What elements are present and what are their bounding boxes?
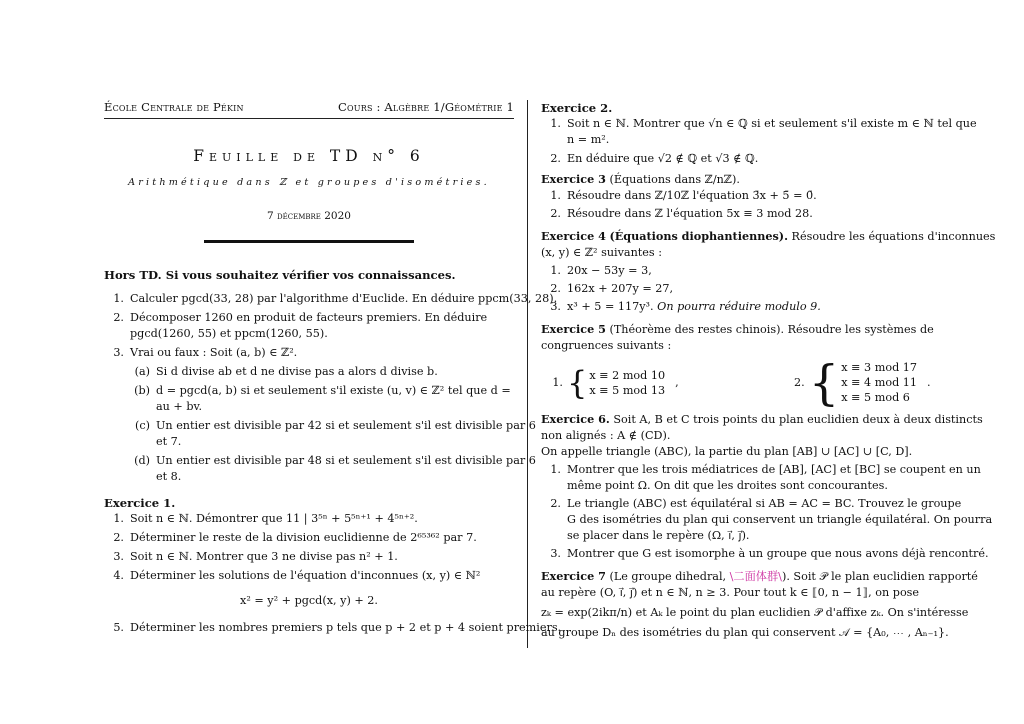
header-rule: [104, 118, 514, 119]
exercise-4-heading: Exercice 4: [541, 229, 606, 243]
equation-text: x³ + 5 = 117y³.: [567, 300, 654, 313]
exercise-7-topic: (Le groupe dihedral,: [609, 570, 727, 583]
exercise-3-heading-line: [541, 171, 957, 188]
exercise-7: [541, 568, 978, 641]
left-column: [104, 100, 562, 636]
exercise-7-text: Soit 𝒫 le plan euclidien rapporté: [789, 570, 978, 583]
item-text: Déterminer les nombres premiers p tels que p + 2 et p + 4 soient premiers.: [130, 621, 562, 634]
exercise-5: [541, 321, 957, 411]
exercise-1-heading: Exercice 1.: [104, 496, 176, 510]
item-text: [567, 496, 992, 544]
list-item: [104, 310, 514, 342]
item-number: 1.: [550, 117, 561, 130]
item-line: Soit n ∈ ℕ. Montrer que √n ∈ ℚ si et seulement s'il existe m ∈ ℕ tel que: [567, 117, 977, 130]
system-separator: ,: [675, 376, 679, 389]
item-line: Calculer pgcd(33, 28) par l'algorithme d'Euclide. En déduire ppcm(33, 28).: [130, 292, 558, 305]
sub-item-label: (b): [134, 384, 150, 397]
exercise-5-intro-line2: congruences suivants :: [541, 339, 672, 352]
sub-item: [104, 364, 514, 380]
item-text: Déterminer le reste de la division euclidienne de 2⁶⁵³⁶² par 7.: [130, 531, 477, 544]
item-number: 2.: [550, 152, 561, 165]
list-item: [104, 511, 514, 527]
item-line: n = m².: [567, 133, 610, 146]
item-number: 2.: [113, 311, 124, 324]
column-divider: [527, 100, 528, 648]
left-brace: {: [808, 354, 840, 411]
exercise-4-intro: Résoudre les équations d'inconnues: [791, 230, 996, 243]
exercise-2: [541, 100, 977, 167]
system-line: x ≡ 2 mod 10: [589, 368, 666, 382]
list-item: [104, 549, 514, 565]
item-text: Résoudre dans ℤ/10ℤ l'équation 3̄x + 5̄ = 0̄.: [567, 189, 817, 202]
item-line: G des isométries du plan qui conservent un triangle équilatéral. On pourra: [567, 513, 993, 526]
exercise-4-topic: (Équations diophantiennes).: [609, 229, 788, 243]
page-header: [104, 100, 514, 114]
exercise-5-heading-line: [541, 321, 957, 338]
item-line: Un entier est divisible par 42 si et seulement s'il est divisible par 6: [156, 419, 536, 432]
item-text: 20x − 53y = 3,: [567, 264, 652, 277]
school-name: École Centrale de Pékin: [104, 100, 244, 114]
exercise-7-cjk-term: \二面体群\: [729, 570, 782, 583]
exercise-7-line: au repère (O, i⃗, j⃗) et n ∈ ℕ, n ≥ 3. Pour tout k ∈ ⟦0, n − 1⟧, on pose: [541, 586, 920, 599]
sub-item-text: [156, 418, 536, 450]
system-line: x ≡ 4 mod 11: [841, 376, 918, 389]
item-number: 2.: [550, 207, 561, 220]
item-text: 162x + 207y = 27,: [567, 282, 674, 295]
sub-item-label: (a): [134, 365, 150, 378]
sub-item: [104, 383, 514, 415]
item-line: Montrer que les trois médiatrices de [AB], [AC] et [BC] se coupent en un: [567, 463, 981, 476]
item-number: 2.: [550, 497, 561, 510]
item-line: Le triangle (ABC) est équilatéral si AB = AC = BC. Trouvez le groupe: [567, 497, 962, 510]
item-number: 1.: [113, 512, 124, 525]
item-text: Soit n ∈ ℕ. Démontrer que 11 | 3⁵ⁿ + 5⁵ⁿ⁺¹ + 4⁵ⁿ⁺².: [130, 512, 418, 525]
item-number: 1.: [550, 264, 561, 277]
item-number: 1.: [550, 463, 561, 476]
item-line: pgcd(1260, 55) et ppcm(1260, 55).: [130, 327, 328, 340]
item-number: 3.: [550, 547, 561, 560]
list-item: [541, 263, 957, 279]
list-item: [541, 206, 957, 222]
exercise-6-intro-line: non alignés : A ∉ (CD).: [541, 429, 671, 442]
sub-item: [104, 418, 536, 450]
item-text: Résoudre dans ℤ l'équation 5x ≡ 3 mod 28.: [567, 207, 813, 220]
list-item: [541, 299, 957, 315]
list-item: [541, 496, 993, 544]
system-line: x ≡ 3 mod 17: [841, 361, 918, 374]
display-equation: x² = y² + pgcd(x, y) + 2.: [240, 594, 378, 607]
exercise-7-heading-line: [541, 568, 978, 585]
item-text: [567, 299, 821, 315]
item-line: se placer dans le repère (Ω, i⃗, j⃗).: [567, 529, 750, 542]
item-line: d = pgcd(a, b) si et seulement s'il existe (u, v) ∈ ℤ² tel que d =: [156, 384, 511, 397]
exercise-4-intro-line2: (x, y) ∈ ℤ² suivantes :: [541, 246, 662, 259]
exercise-6-heading-line: [541, 411, 983, 428]
list-item: [541, 546, 989, 562]
hors-td-heading: Hors TD. Si vous souhaitez vérifier vos connaissances.: [104, 268, 456, 282]
item-number: 3.: [113, 550, 124, 563]
hors-td-section: [104, 267, 558, 485]
exercise-3: [541, 171, 957, 222]
sub-item-label: (c): [135, 419, 150, 432]
item-text: Soit n ∈ ℕ. Montrer que 3 ne divise pas n² + 1.: [130, 550, 398, 563]
list-item: [541, 151, 957, 167]
sub-item-text: [156, 364, 514, 380]
exercise-5-topic: (Théorème des restes chinois).: [609, 323, 785, 336]
sub-item-text: [156, 453, 536, 485]
item-line: même point Ω. On dit que les droites sont concourantes.: [567, 479, 888, 492]
system-2: [841, 360, 917, 405]
exercise-3-heading: Exercice 3: [541, 172, 606, 186]
item-line: Décomposer 1260 en produit de facteurs premiers. En déduire: [130, 311, 488, 324]
list-item: [104, 620, 562, 636]
system-separator: .: [927, 376, 931, 389]
exercise-4: [541, 228, 996, 315]
exercise-7-topic-close: ).: [781, 570, 790, 583]
exercise-7-heading: Exercice 7: [541, 569, 606, 583]
item-line: au + bv.: [156, 400, 203, 413]
item-line: et 8.: [156, 470, 182, 483]
list-item: [104, 568, 514, 584]
item-line: Un entier est divisible par 48 si et seulement s'il est divisible par 6: [156, 454, 536, 467]
list-item: [541, 188, 957, 204]
exercise-5-heading: Exercice 5: [541, 322, 606, 336]
system-number: 1.: [552, 376, 563, 389]
sheet-date: 7 décembre 2020: [267, 210, 351, 222]
exercise-2-heading: Exercice 2.: [541, 101, 613, 115]
item-text: [130, 345, 514, 361]
exercise-5-intro: Résoudre les systèmes de: [787, 323, 934, 336]
right-column: [541, 100, 996, 641]
system-number: 2.: [794, 376, 805, 389]
list-item: [104, 345, 514, 361]
list-item: [541, 281, 957, 297]
exercise-7-line: au groupe Dₙ des isométries du plan qui conservent 𝒜 = {A₀, ⋯ , Aₙ₋₁}.: [541, 626, 949, 639]
exercise-4-heading-line: [541, 228, 996, 245]
item-number: 1.: [113, 292, 124, 305]
sub-item-label: (d): [134, 454, 150, 467]
item-number: 4.: [113, 569, 124, 582]
system-line: x ≡ 5 mod 6: [841, 391, 910, 404]
course-name: Cours : Algèbre 1/Géométrie 1: [338, 100, 514, 114]
list-item: [541, 116, 977, 148]
exercise-6: [541, 411, 993, 562]
item-number: 5.: [113, 621, 124, 634]
exercise-1: [104, 495, 562, 636]
item-number: 2.: [550, 282, 561, 295]
item-number: 3.: [550, 300, 561, 313]
exercise-6-intro-line: On appelle triangle (ABC), la partie du plan [AB] ∪ [AC] ∪ [C, D].: [541, 445, 913, 458]
exercise-3-topic: (Équations dans ℤ/nℤ).: [609, 173, 740, 186]
item-text: [130, 291, 557, 307]
item-text: Montrer que G est isomorphe à un groupe que nous avons déjà rencontré.: [567, 547, 989, 560]
item-line: et 7.: [156, 435, 182, 448]
left-brace: {: [567, 363, 588, 402]
exercise-7-line: zₖ = exp(2ikπ/n) et Aₖ le point du plan euclidien 𝒫 d'affixe zₖ. On s'intéresse: [541, 606, 969, 619]
exercise-6-heading: Exercice 6.: [541, 412, 610, 426]
item-text: Déterminer les solutions de l'équation d'inconnues (x, y) ∈ ℕ²: [130, 569, 481, 582]
system-line: x ≡ 5 mod 13: [589, 383, 666, 397]
sheet-title: Feuille de TD n° 6: [193, 147, 425, 165]
item-number: 2.: [113, 531, 124, 544]
list-item: [104, 291, 558, 307]
hint-text: On pourra réduire modulo 9.: [657, 300, 821, 313]
sub-item-text: [156, 383, 514, 415]
congruence-systems: [541, 354, 957, 411]
item-line: Vrai ou faux : Soit (a, b) ∈ ℤ².: [130, 346, 298, 359]
item-text: [130, 310, 514, 342]
sub-item: [104, 453, 536, 485]
sheet-subtitle: Arithmétique dans ℤ et groupes d'isométries.: [128, 177, 490, 188]
title-rule: [204, 240, 414, 243]
item-text: En déduire que √2 ∉ ℚ et √3 ∉ ℚ.: [567, 152, 759, 165]
list-item: [104, 530, 514, 546]
system-1: [589, 368, 665, 398]
item-text: [567, 116, 977, 148]
exercise-6-intro: Soit A, B et C trois points du plan euclidien deux à deux distincts: [613, 413, 983, 426]
list-item: [541, 462, 981, 494]
item-line: Si d divise ab et d ne divise pas a alors d divise b.: [156, 365, 438, 378]
item-text: [567, 462, 981, 494]
item-number: 1.: [550, 189, 561, 202]
item-number: 3.: [113, 346, 124, 359]
